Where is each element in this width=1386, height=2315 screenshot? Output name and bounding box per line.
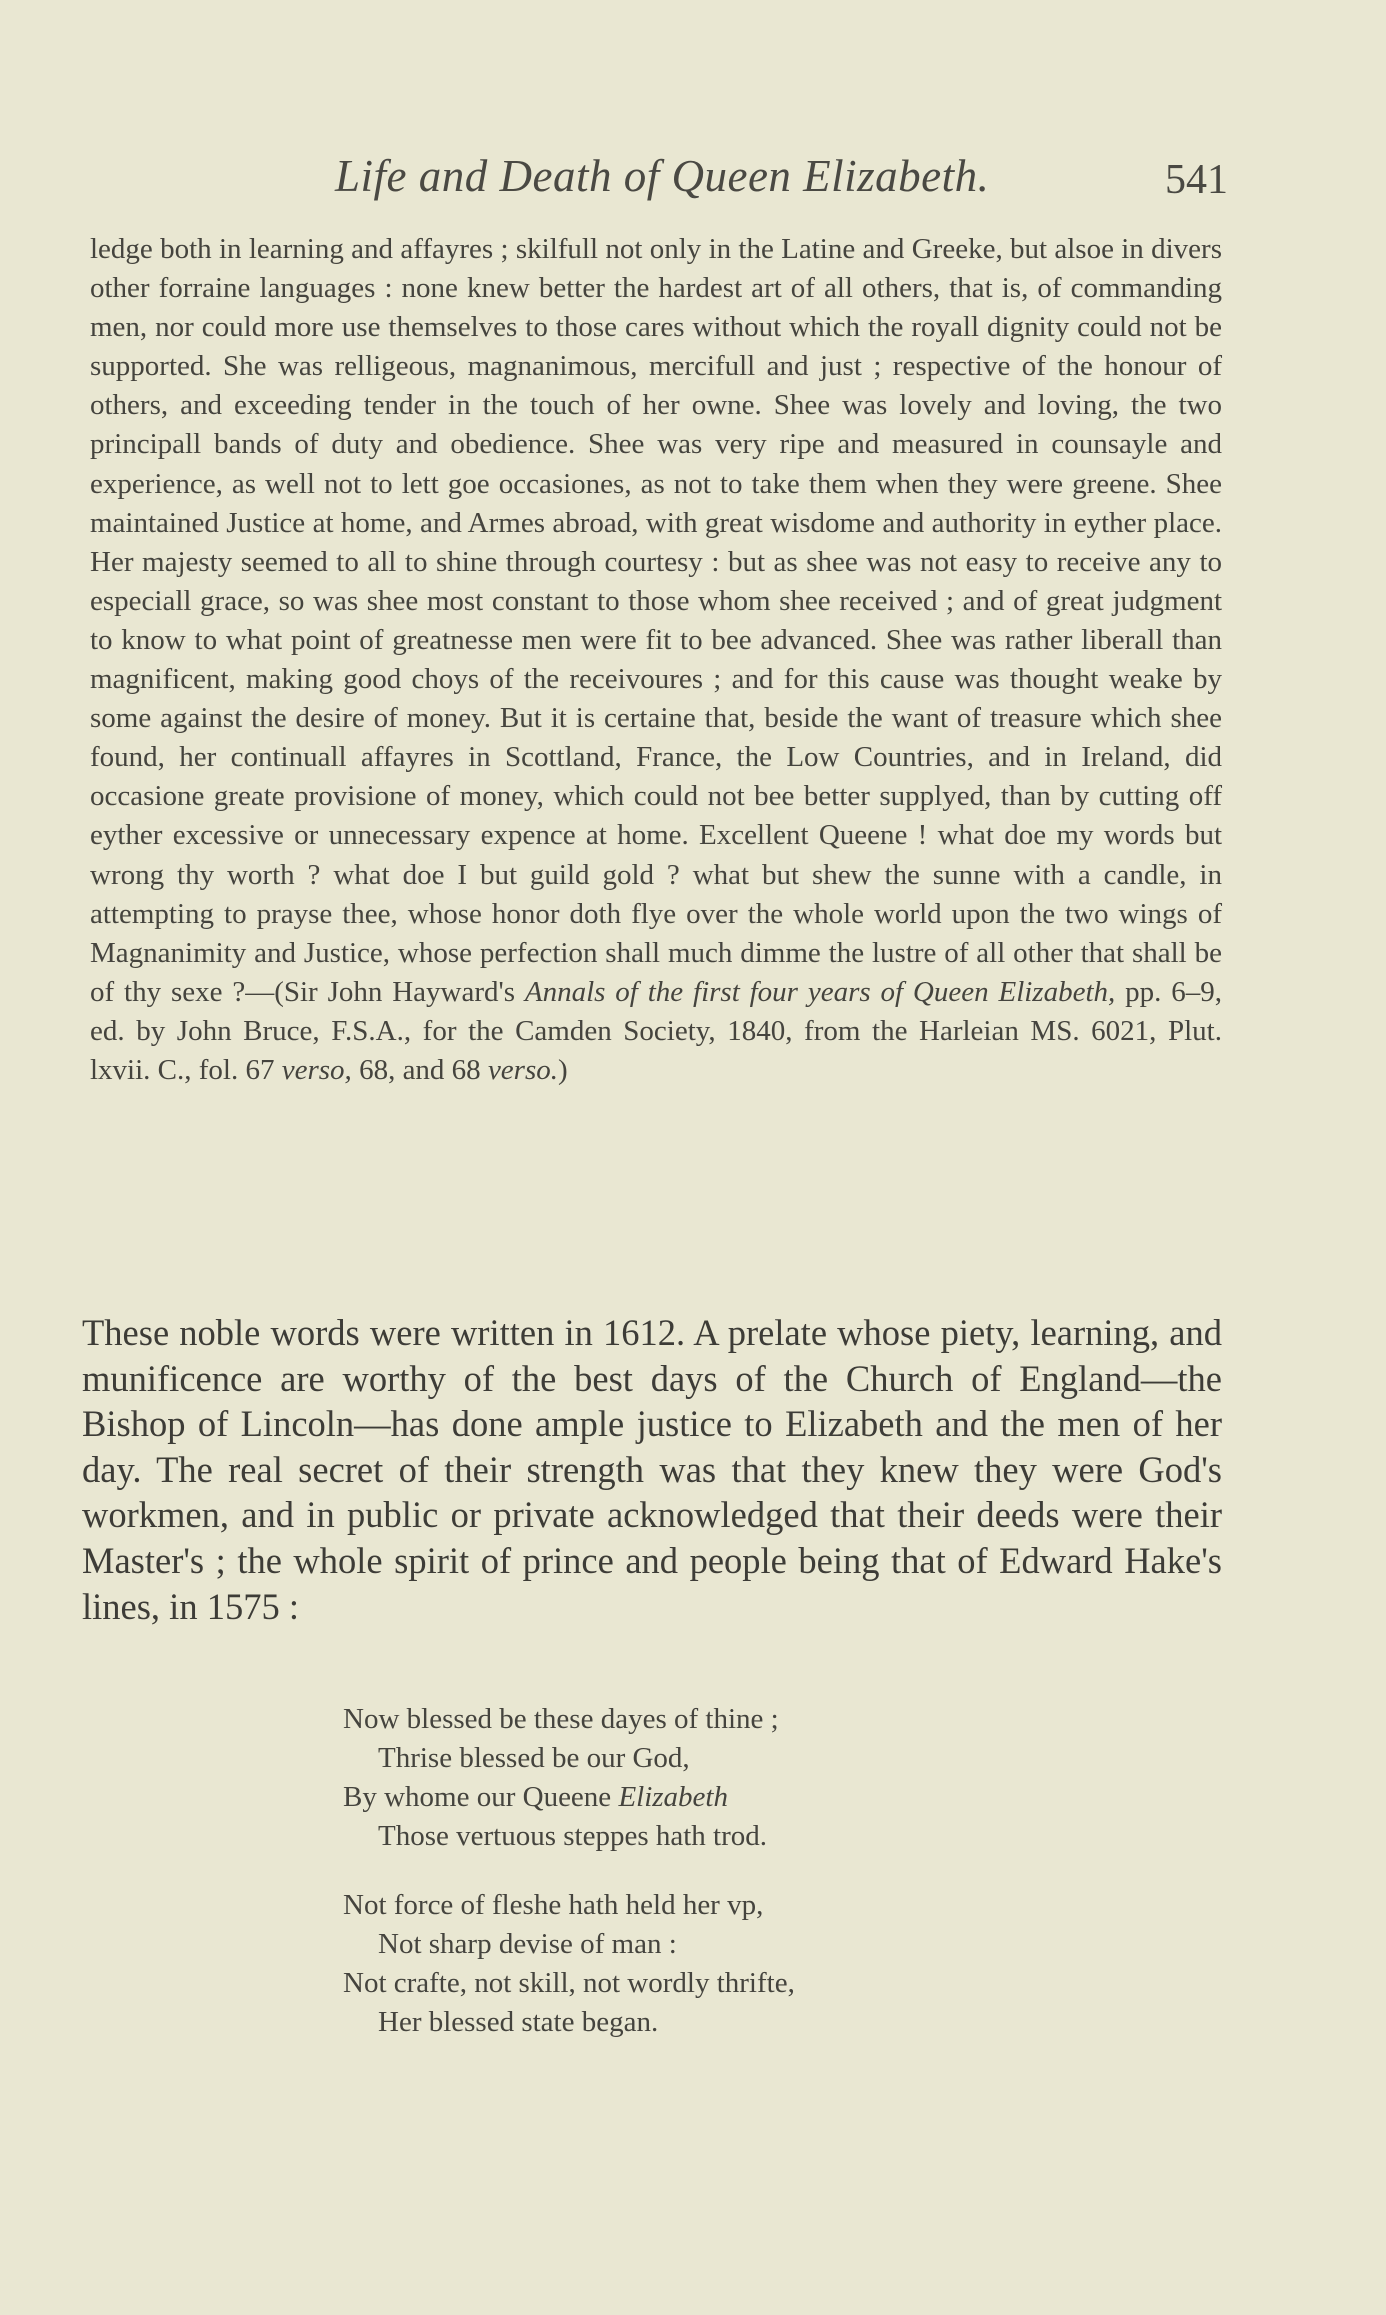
quoted-passage <box>90 230 1222 1090</box>
poem-line: Not force of fleshe hath held her vp, <box>343 1889 764 1921</box>
page-header <box>0 150 1386 220</box>
citation-details: pp. 6–9, ed. by John Bruce, F.S.A., for the Camden Society, 1840, from the Harleian MS. 6021, Plut. lxvii. C., fol. 67 <box>90 975 1223 1086</box>
poem-stanza-2 <box>343 1886 943 2042</box>
poem-line-prefix: By whome our Queene <box>343 1781 619 1813</box>
citation-title: Annals of the first four years of Queen Elizabeth, <box>524 975 1116 1008</box>
poem-line: Now blessed be these dayes of thine ; <box>343 1703 779 1735</box>
running-title: Life and Death of Queen Elizabeth. <box>335 151 990 201</box>
quote-text: ledge both in learning and affayres ; skilfull not only in the Latine and Greeke, but alsoe in divers other forraine languages : none knew better the hardest art of all others, that is, of commanding men, nor could more use themselves to those cares without which the royall dignity could not be supported. She was relligeous, magnanimous, mercifull and just ; respective of the honour of others, and exceeding tender in the touch of her owne. Shee was lovely and loving, the two principall bands of duty and obedience. Shee was very ripe and measured in counsayle and experience, as well not to lett goe occasiones, as not to take them when they were greene. Shee maintained Justice at home, and Armes abroad, with great wisdome and authority in eyther place. Her majesty seemed to all to shine through courtesy : but as shee was not easy to receive any to especiall grace, so was shee most constant to those whom shee received ; and of great judgment to know to what point of greatnesse men were fit to bee advanced. Shee was rather liberall than magnificent, making good choys of the receivoures ; and for this cause was thought weake by some against the desire of money. But it is certaine that, beside the want of treasure which shee found, her continuall affayres in Scottland, France, the Low Countries, and in Ireland, did occasione greate provisione of money, which could not bee better supplyed, than by cutting off eyther excessive or unnecessary expence at home. Excellent Queene ! what doe my words but wrong thy worth ? what doe I but guild gold ? what but shew the sunne with a candle, in attempting to prayse thee, whose honor doth flye over the whole world upon the two wings of Magnanimity and Justice, whose perfection shall much dimme the lustre of all other that shall be of thy sexe ?—(Sir John Hayward's <box>90 233 1222 1008</box>
page-number: 541 <box>1165 157 1228 203</box>
citation-verso-1: verso, <box>281 1053 352 1086</box>
poem-stanza-1 <box>343 1700 943 1856</box>
citation-between: 68, and 68 <box>351 1053 488 1086</box>
poem-name-elizabeth: Elizabeth <box>618 1781 728 1813</box>
citation-verso-2: verso. <box>487 1053 559 1086</box>
poem-line: Not sharp devise of man : <box>378 1928 677 1960</box>
poem-line: Thrise blessed be our God, <box>378 1742 690 1774</box>
body-paragraph: These noble words were written in 1612. A prelate whose piety, learning, and munificence are worthy of the best days of the Church of England—the Bishop of Lincoln—has done ample justice to Elizabeth and the men of her day. The real secret of their strength was that they knew they were God's workmen, and in public or private acknowledged that their deeds were their Master's ; the whole spirit of prince and people being that of Edward Hake's lines, in 1575 : <box>82 1312 1222 1627</box>
poem <box>343 1700 943 2072</box>
poem-line <box>343 1778 943 1817</box>
citation-end: ) <box>558 1053 568 1086</box>
poem-line: Not crafte, not skill, not wordly thrifte, <box>343 1967 795 1999</box>
poem-line: Her blessed state began. <box>378 2006 659 2038</box>
poem-line: Those vertuous steppes hath trod. <box>378 1820 768 1852</box>
